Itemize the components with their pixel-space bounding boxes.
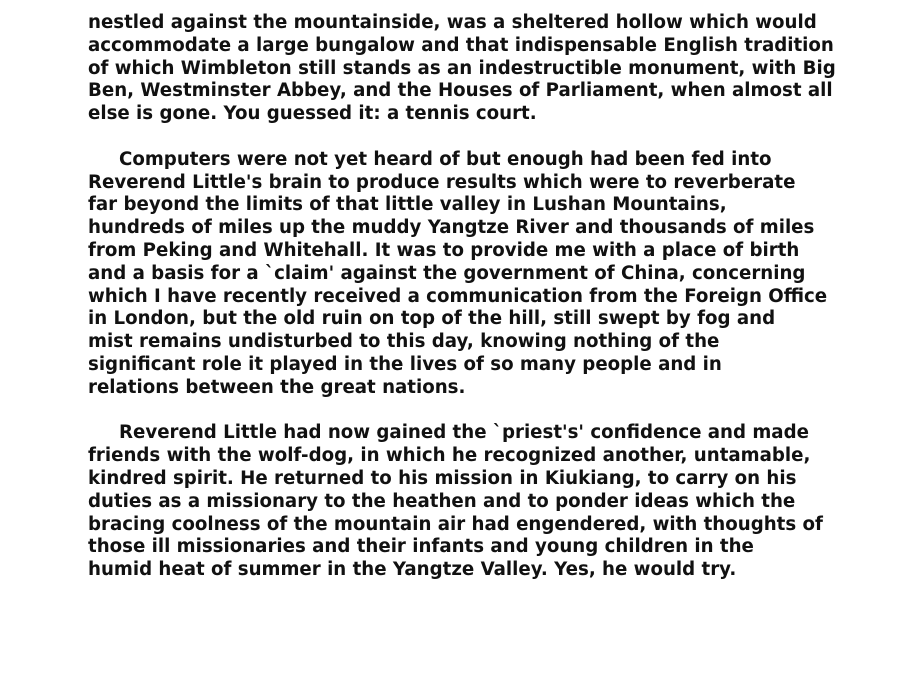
paragraph-3 bbox=[88, 422, 888, 582]
text-line: accommodate a large bungalow and that indispensable English tradition bbox=[88, 34, 834, 56]
text-line: humid heat of summer in the Yangtze Valley. Yes, he would try. bbox=[88, 559, 737, 581]
text-line: of which Wimbleton still stands as an indestructible monument, with Big bbox=[88, 57, 836, 79]
text-line: Ben, Westminster Abbey, and the Houses of Parliament, when almost all bbox=[88, 80, 833, 102]
text-line: duties as a missionary to the heathen and to ponder ideas which the bbox=[88, 490, 796, 512]
text-line: in London, but the old ruin on top of the hill, still swept by fog and bbox=[88, 308, 776, 330]
text-line: and a basis for a `claim' against the government of China, concerning bbox=[88, 262, 806, 284]
document-page bbox=[88, 12, 888, 605]
text-line: nestled against the mountainside, was a sheltered hollow which would bbox=[88, 12, 817, 33]
text-line: kindred spirit. He returned to his mission in Kiukiang, to carry on his bbox=[88, 467, 797, 489]
paragraph-1 bbox=[88, 12, 888, 126]
text-line: relations between the great nations. bbox=[88, 376, 466, 398]
text-line: hundreds of miles up the muddy Yangtze River and thousands of miles bbox=[88, 217, 815, 239]
text-line: Reverend Little had now gained the `priest's' confidence and made bbox=[119, 422, 809, 444]
text-line: Reverend Little's brain to produce results which were to reverberate bbox=[88, 171, 796, 193]
text-line: mist remains undisturbed to this day, knowing nothing of the bbox=[88, 331, 720, 353]
text-line: those ill missionaries and their infants and young children in the bbox=[88, 536, 754, 558]
text-line: significant role it played in the lives of so many people and in bbox=[88, 353, 722, 375]
text-line: else is gone. You guessed it: a tennis court. bbox=[88, 103, 537, 125]
text-line: from Peking and Whitehall. It was to provide me with a place of birth bbox=[88, 239, 800, 261]
text-line: far beyond the limits of that little valley in Lushan Mountains, bbox=[88, 194, 727, 216]
text-line: Computers were not yet heard of but enough had been fed into bbox=[119, 148, 772, 170]
text-line: which I have recently received a communication from the Foreign Office bbox=[88, 285, 828, 307]
text-line: bracing coolness of the mountain air had engendered, with thoughts of bbox=[88, 513, 823, 535]
paragraph-2 bbox=[88, 149, 888, 400]
text-line: friends with the wolf-dog, in which he recognized another, untamable, bbox=[88, 445, 811, 467]
